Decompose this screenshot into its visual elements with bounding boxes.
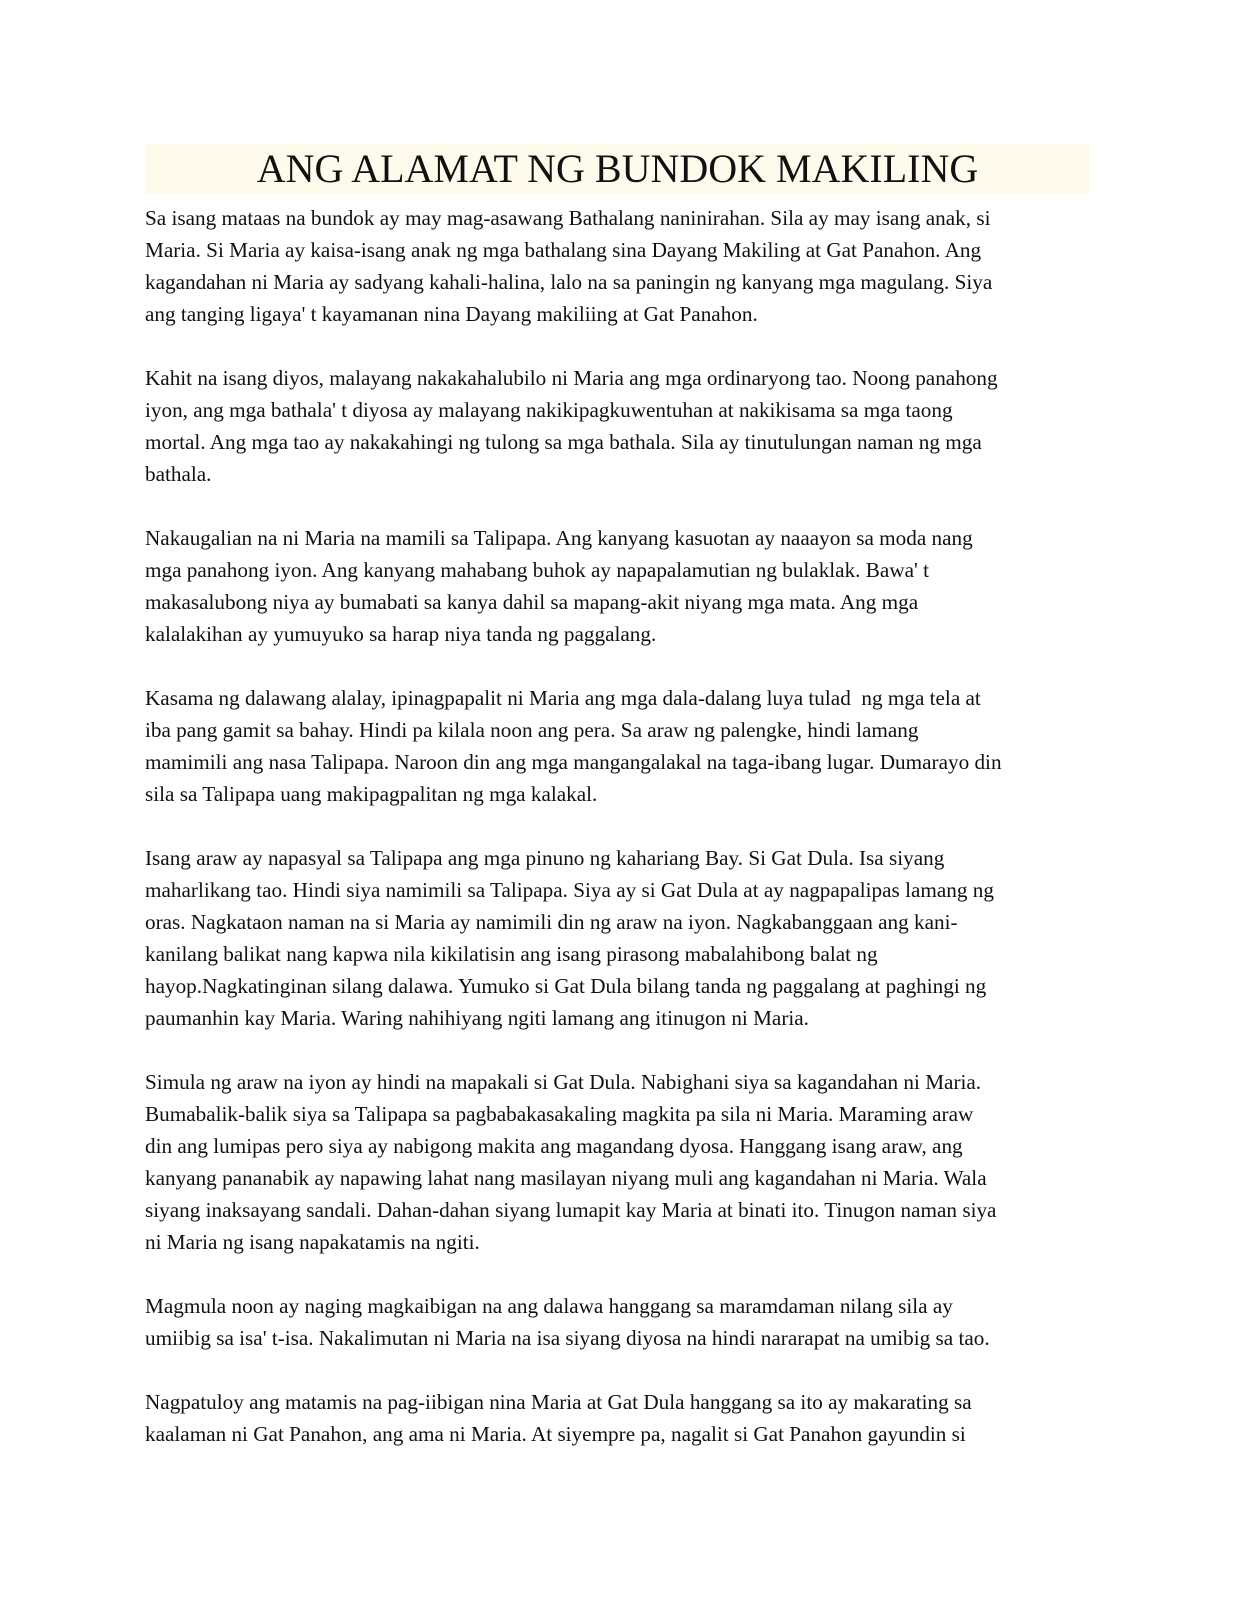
paragraph-line: kalalakihan ay yumuyuko sa harap niya tanda ng paggalang. bbox=[145, 622, 657, 646]
paragraph-line: Nagpatuloy ang matamis na pag-iibigan nina Maria at Gat Dula hanggang sa ito ay makarating sa bbox=[145, 1390, 972, 1414]
paragraph-line: oras. Nagkataon naman na si Maria ay namimili din ng araw na iyon. Nagkabanggaan ang kani- bbox=[145, 910, 958, 934]
paragraph-line: siyang inaksayang sandali. Dahan-dahan siyang lumapit kay Maria at binati ito. Tinugon naman siya bbox=[145, 1198, 997, 1222]
paragraph-line: Bumabalik-balik siya sa Talipapa sa pagbabakasakaling magkita pa sila ni Maria. Maraming araw bbox=[145, 1102, 974, 1126]
paragraph-line: kaalaman ni Gat Panahon, ang ama ni Maria. At siyempre pa, nagalit si Gat Panahon gayundin si bbox=[145, 1422, 966, 1446]
body-paragraph bbox=[145, 202, 1090, 330]
paragraph-line: iba pang gamit sa bahay. Hindi pa kilala noon ang pera. Sa araw ng palengke, hindi lamang bbox=[145, 718, 919, 742]
body-paragraph bbox=[145, 522, 1090, 650]
paragraph-line: kagandahan ni Maria ay sadyang kahali-halina, lalo na sa paningin ng kanyang mga magulang. Siya bbox=[145, 270, 993, 294]
body-paragraph bbox=[145, 362, 1090, 490]
paragraph-line: mortal. Ang mga tao ay nakakahingi ng tulong sa mga bathala. Sila ay tinutulungan naman ng mga bbox=[145, 430, 982, 454]
paragraph-line: Maria. Si Maria ay kaisa-isang anak ng mga bathalang sina Dayang Makiling at Gat Panahon. Ang bbox=[145, 238, 982, 262]
paragraph-line: iyon, ang mga bathala' t diyosa ay malayang nakikipagkuwentuhan at nakikisama sa mga taong bbox=[145, 398, 953, 422]
document-title: ANG ALAMAT NG BUNDOK MAKILING bbox=[256, 146, 979, 191]
body-paragraph bbox=[145, 682, 1090, 810]
paragraph-line: kanilang balikat nang kapwa nila kikilatisin ang isang pirasong mabalahibong balat ng bbox=[145, 942, 878, 966]
title-highlight bbox=[145, 144, 1090, 194]
paragraph-line: maharlikang tao. Hindi siya namimili sa Talipapa. Siya ay si Gat Dula at ay nagpapalipas lamang ng bbox=[145, 878, 994, 902]
paragraph-line: sila sa Talipapa uang makipagpalitan ng mga kalakal. bbox=[145, 782, 598, 806]
paragraph-line: ang tanging ligaya' t kayamanan nina Dayang makiliing at Gat Panahon. bbox=[145, 302, 758, 326]
paragraph-line: Kasama ng dalawang alalay, ipinagpapalit ni Maria ang mga dala-dalang luya tulad ng mga tela at bbox=[145, 686, 981, 710]
paragraph-line: bathala. bbox=[145, 462, 212, 486]
paragraph-line: Sa isang mataas na bundok ay may mag-asawang Bathalang naninirahan. Sila ay may isang anak, si bbox=[145, 206, 991, 230]
paragraph-line: mamimili ang nasa Talipapa. Naroon din ang mga mangangalakal na taga-ibang lugar. Dumarayo din bbox=[145, 750, 1002, 774]
body-paragraph bbox=[145, 1290, 1090, 1354]
body-paragraph bbox=[145, 1066, 1090, 1258]
body-paragraph bbox=[145, 1386, 1090, 1450]
paragraph-line: kanyang pananabik ay napawing lahat nang masilayan niyang muli ang kagandahan ni Maria. Wala bbox=[145, 1166, 987, 1190]
document-body bbox=[145, 202, 1090, 1482]
paragraph-line: Kahit na isang diyos, malayang nakakahalubilo ni Maria ang mga ordinaryong tao. Noong panahong bbox=[145, 366, 998, 390]
paragraph-line: paumanhin kay Maria. Waring nahihiyang ngiti lamang ang itinugon ni Maria. bbox=[145, 1006, 809, 1030]
paragraph-line: makasalubong niya ay bumabati sa kanya dahil sa mapang-akit niyang mga mata. Ang mga bbox=[145, 590, 919, 614]
paragraph-line: umiibig sa isa' t-isa. Nakalimutan ni Maria na isa siyang diyosa na hindi nararapat na umibig sa tao. bbox=[145, 1326, 990, 1350]
paragraph-line: Isang araw ay napasyal sa Talipapa ang mga pinuno ng kahariang Bay. Si Gat Dula. Isa siyang bbox=[145, 846, 945, 870]
paragraph-line: hayop.Nagkatinginan silang dalawa. Yumuko si Gat Dula bilang tanda ng paggalang at paghingi ng bbox=[145, 974, 987, 998]
paragraph-line: ni Maria ng isang napakatamis na ngiti. bbox=[145, 1230, 480, 1254]
paragraph-line: Magmula noon ay naging magkaibigan na ang dalawa hanggang sa maramdaman nilang sila ay bbox=[145, 1294, 953, 1318]
paragraph-line: mga panahong iyon. Ang kanyang mahabang buhok ay napapalamutian ng bulaklak. Bawa' t bbox=[145, 558, 930, 582]
body-paragraph bbox=[145, 842, 1090, 1034]
paragraph-line: din ang lumipas pero siya ay nabigong makita ang magandang dyosa. Hanggang isang araw, ang bbox=[145, 1134, 963, 1158]
paragraph-line: Simula ng araw na iyon ay hindi na mapakali si Gat Dula. Nabighani siya sa kagandahan ni Maria. bbox=[145, 1070, 982, 1094]
paragraph-line: Nakaugalian na ni Maria na mamili sa Talipapa. Ang kanyang kasuotan ay naaayon sa moda nang bbox=[145, 526, 973, 550]
